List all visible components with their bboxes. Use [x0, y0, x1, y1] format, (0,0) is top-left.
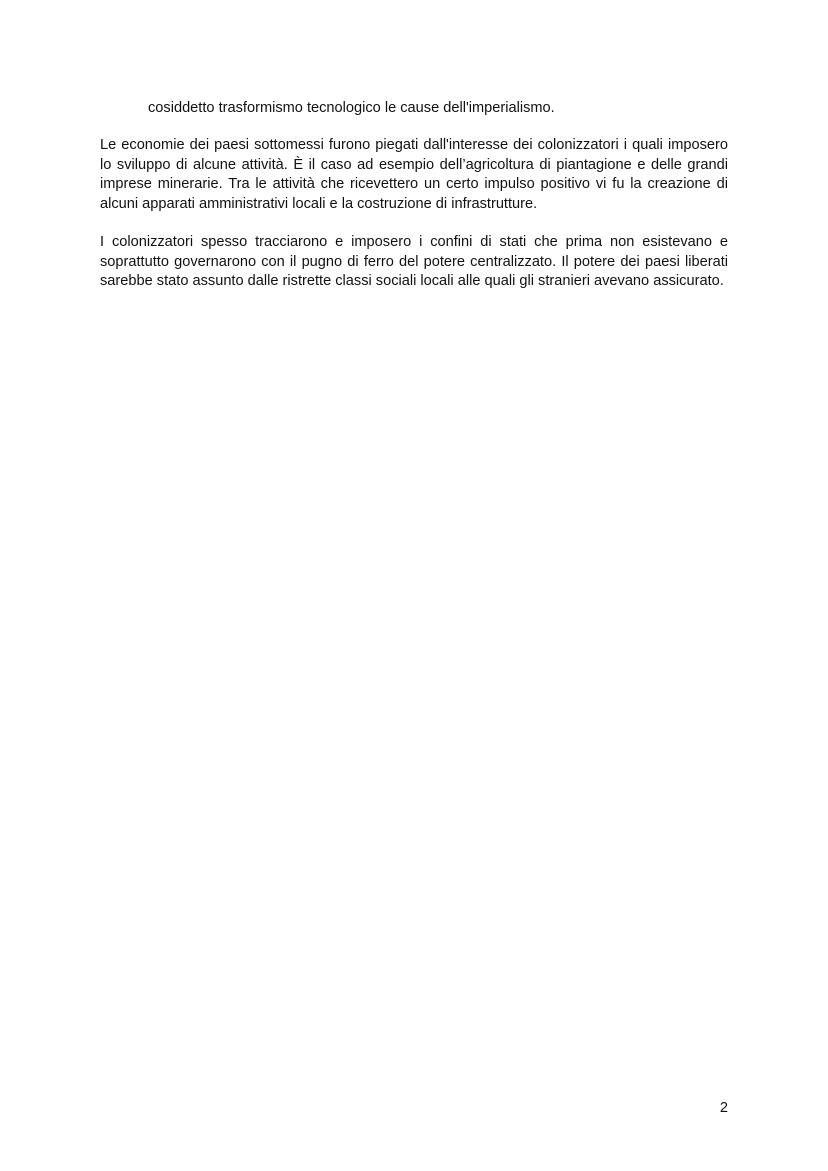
continuation-line: cosiddetto trasformismo tecnologico le cause dell'imperialismo. [148, 100, 555, 116]
paragraph-colonizers: I colonizzatori spesso tracciarono e imposero i confini di stati che prima non esistevano e soprattutto governarono con il pugno di ferro del potere centralizzato. Il potere dei paesi liberati sarebbe stato assunto dalle ristrette classi sociali locali alle quali gli stranieri avevano assicurato. [100, 234, 728, 289]
paragraph-economies: Le economie dei paesi sottomessi furono piegati dall'interesse dei colonizzatori i quali imposero lo sviluppo di alcune attività. È il caso ad esempio dell’agricoltura di piantagione e delle grandi imprese minerarie. Tra le attività che ricevettero un certo impulso positivo vi fu la creazione di alcuni apparati amministrativi locali e la costruzione di infrastrutture. [100, 137, 728, 212]
page-number: 2 [719, 1100, 728, 1116]
